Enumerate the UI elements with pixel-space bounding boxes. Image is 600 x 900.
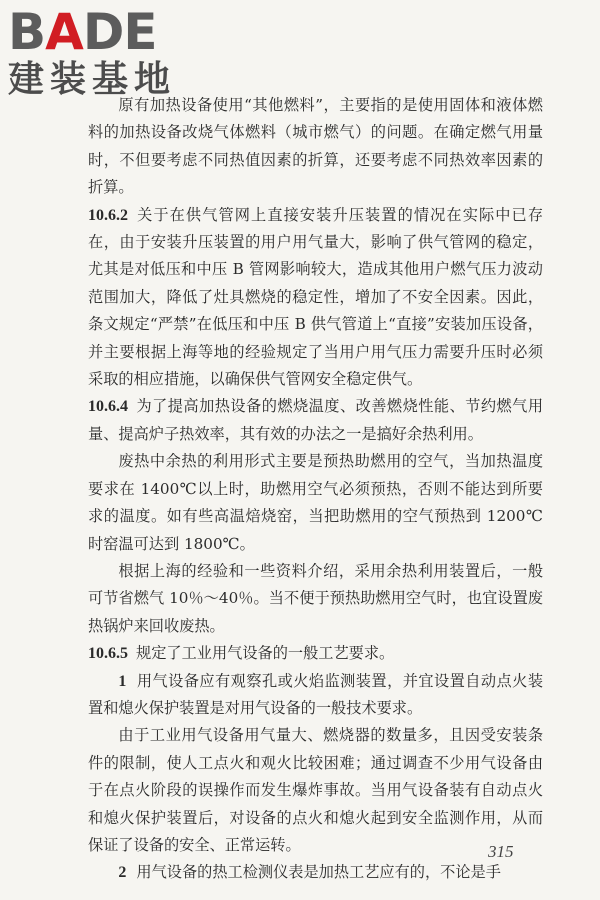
section-number: 10.6.4 [88,398,128,416]
paragraph: 由于工业用气设备用气量大、燃烧器的数量多，且因受安装条件的限制，使人工点火和观火比较困难；通过调查不少用气设备由于在点火阶段的误操作而发生爆炸事故。当用气设备装有自动点火和熄火保护装置后，对设备的点火和熄火起到安全监测作用，从而保证了设备的安全、正常运转。 [88,726,543,854]
section-number: 10.6.2 [88,206,128,224]
item-number: 1 [118,672,127,690]
paragraph: 10.6.5 规定了工业用气设备的一般工艺要求。 [88,644,395,663]
paragraph: 10.6.2 关于在供气管网上直接安装升压装置的情况在实际中已存在，由于安装升压装置的用户用气量大，影响了供气管网的稳定，尤其是对低压和中压 B 管网影响较大，造成其他用户燃气压力波动范围加大，降低了灶具燃烧的稳定性，增加了不安全因素。因此，条文规定“严禁”在低压和中压 B 供气管道上“直接”安装加压设备，并主要根据上海等地的经验规定了当用户用气压力需要升压时必须采取的相应措施，以确保供气管网安全稳定供气。 [88,205,543,389]
paragraph: 废热中余热的利用形式主要是预热助燃用的空气，当加热温度要求在 1400℃以上时，助燃用空气必须预热，否则不能达到所要求的温度。如有些高温焙烧窑，当把助燃用的空气预热到 1200℃时窑温可达到 1800℃。 [88,452,543,553]
paragraph: 原有加热设备使用“其他燃料”，主要指的是使用固体和液体燃料的加热设备改烧气体燃料（城市燃气）的问题。在确定燃气用量时，不但要考虑不同热值因素的折算，还要考虑不同热效率因素的折算。 [88,96,543,197]
item-number: 2 [118,864,127,882]
paragraph: 2 用气设备的热工检测仪表是加热工艺应有的，不论是手 [118,863,501,882]
paragraph: 根据上海的经验和一些资料介绍，采用余热利用装置后，一般可节省燃气 10％～40％。当不便于预热助燃用空气时，也宜设置废热锅炉来回收废热。 [88,561,543,635]
logo-wordmark: BADE [8,3,157,61]
paragraph: 10.6.4 为了提高加热设备的燃烧温度、改善燃烧性能、节约燃气用量、提高炉子热效率，其有效的办法之一是搞好余热利用。 [88,397,543,443]
bade-logo [8,3,198,100]
section-number: 10.6.5 [88,645,128,663]
page-body [88,92,543,887]
paragraph: 1 用气设备应有观察孔或火焰监测装置，并宜设置自动点火装置和熄火保护装置是对用气设备的一般技术要求。 [88,671,543,717]
logo-subtitle: 建装基地 [8,59,177,100]
page-number: 315 [488,842,514,861]
